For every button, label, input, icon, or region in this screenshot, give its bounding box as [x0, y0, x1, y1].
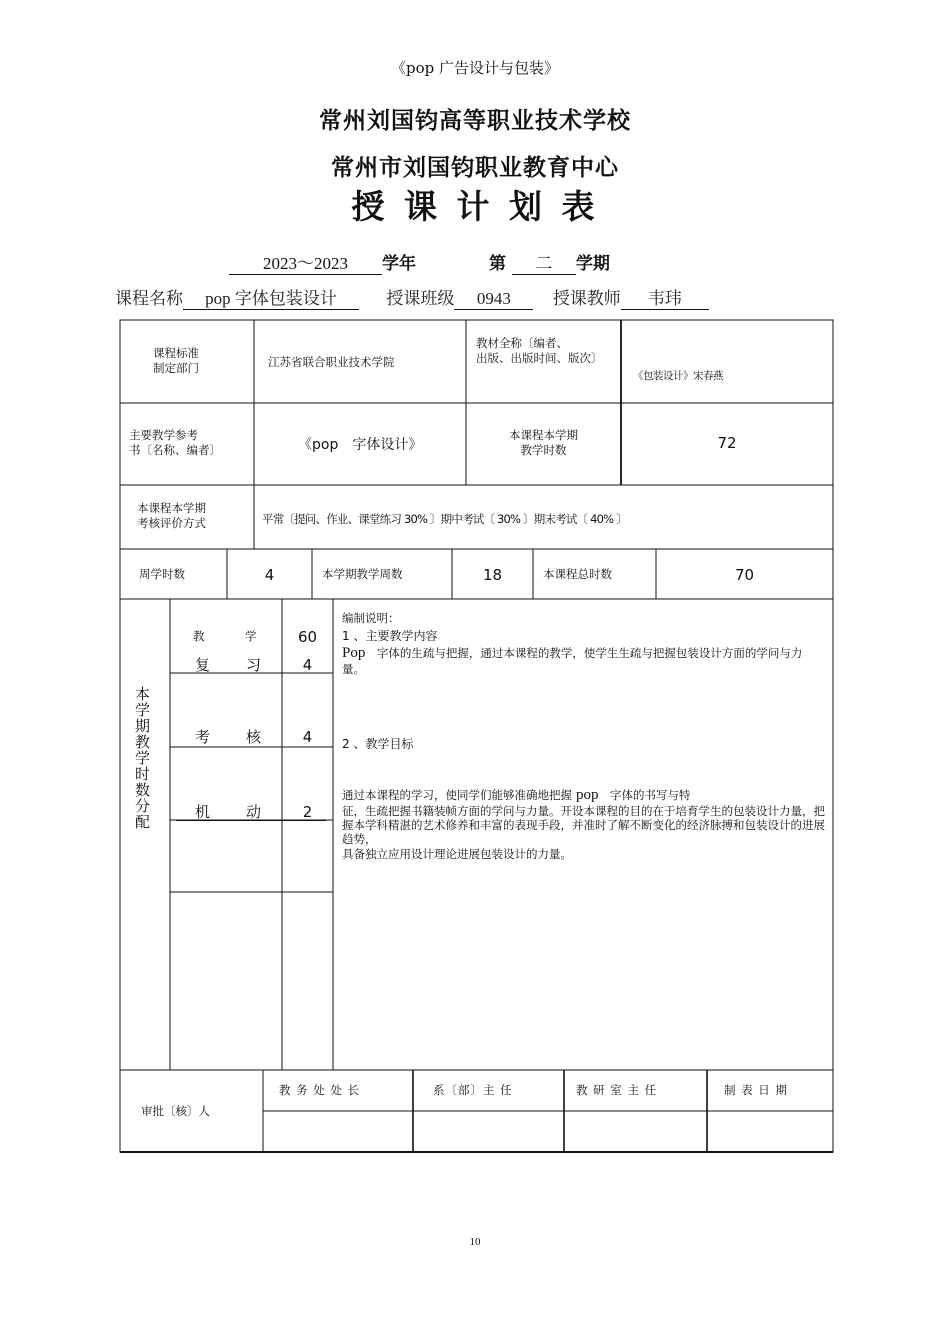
term-number: 二 — [512, 249, 576, 275]
refbook-label — [129, 428, 221, 458]
approve-col-office: 教 研 室 主 任 — [576, 1083, 658, 1097]
page-number: 10 — [469, 1236, 481, 1248]
weekly-value: 4 — [264, 566, 275, 584]
term-year-label: 学年 — [382, 254, 416, 274]
assess-label-line1: 本课程本学期 — [137, 501, 206, 515]
textbook-label-line1: 教材全称〔编者、 — [476, 336, 568, 350]
term-years: 2023～2023 — [229, 249, 382, 275]
dist-row-exam-b: 核 — [246, 728, 262, 746]
class-label: 授课班级 — [386, 289, 455, 309]
assess-label — [137, 501, 206, 531]
term-hours-label — [466, 428, 621, 458]
course-name-label: 课程名称 — [115, 289, 183, 309]
weeks-label: 本学期教学周数 — [322, 567, 403, 581]
notes-title: 编制说明： — [342, 611, 400, 625]
notes-goal-line1b: 字体的书写与特 — [598, 788, 691, 802]
teacher-label: 授课教师 — [552, 289, 621, 309]
notes-goal-line1a: 通过本课程的学习，使同学们能够准确地把握 — [342, 788, 572, 802]
notes-goal-line2: 征，生疏把握书籍装帧方面的学问与力量。开设本课程的目的在于培育学生的包装设计力量，把 — [342, 804, 825, 818]
notes-content-line1 — [342, 646, 802, 661]
refbook-label-line2: 书〔名称、编者〕 — [129, 443, 221, 457]
teacher-value: 韦玮 — [621, 284, 709, 310]
std-dept-label-line1: 课程标准 — [153, 346, 199, 360]
textbook-label — [476, 336, 603, 366]
book-title: 《pop 广告设计与包装》 — [390, 59, 559, 77]
dist-row-exam-a: 考 — [195, 728, 211, 746]
notes-goal-word: pop — [576, 787, 599, 803]
dist-row-flex-a: 机 — [195, 803, 211, 821]
dist-vertical-label: 本学期教学时数分配 — [133, 686, 151, 830]
refbook-label-line1: 主要教学参考 — [129, 428, 198, 442]
notes-content-word: Pop — [342, 645, 366, 661]
std-dept-value: 江苏省联合职业技术学院 — [268, 355, 395, 369]
dist-row-review-value: 4 — [302, 656, 313, 674]
notes-content-text1: 字体的生疏与把握，通过本课程的教学，使学生生疏与把握包装设计方面的学问与力 — [365, 646, 803, 660]
school-name: 常州刘国钧高等职业技术学校 — [319, 108, 631, 134]
class-value: 0943 — [454, 289, 533, 310]
term-suffix: 学期 — [575, 254, 610, 274]
dist-row-flex-b: 动 — [246, 803, 262, 821]
notes-goal-line1 — [342, 788, 691, 803]
dist-row-flex-value: 2 — [302, 803, 313, 821]
course-name-value: pop 字体包装设计 — [183, 284, 359, 310]
form-title: 授 课 计 划 表 — [351, 187, 599, 226]
dist-row-teach-value: 60 — [297, 628, 318, 646]
notes-goal-heading: 2 、教学目标 — [342, 737, 414, 751]
notes-content-heading: 1 、主要教学内容 — [342, 629, 438, 643]
dist-row-teach-a: 教 — [193, 629, 205, 643]
assess-value: 平常〔提问、作业、课堂练习 30% 〕期中考试〔 30% 〕期末考试〔 40% 〕 — [262, 512, 627, 526]
std-dept-label — [153, 346, 199, 376]
approve-col-date: 制 表 日 期 — [724, 1083, 788, 1097]
approve-col-department: 系〔部〕主 任 — [433, 1083, 513, 1097]
dist-row-review-b: 习 — [246, 656, 262, 674]
total-value: 70 — [734, 566, 755, 584]
assess-label-line2: 考核评价方式 — [137, 516, 206, 530]
std-dept-label-line2: 制定部门 — [153, 361, 199, 375]
term-hours-label-line2: 教学时数 — [520, 443, 567, 457]
approve-col-academic: 教 务 处 处 长 — [279, 1083, 361, 1097]
total-label: 本课程总时数 — [543, 567, 612, 581]
dist-row-flex-underline — [176, 820, 326, 821]
notes-content-line2: 量。 — [342, 662, 365, 676]
term-hours-label-line1: 本课程本学期 — [509, 428, 578, 442]
notes-goal-line3: 握本学科精湛的艺术修养和丰富的表现手段，并准时了解不断变化的经济脉搏和包装设计的进展 — [342, 818, 825, 832]
notes-goal-line5: 具备独立应用设计理论进展包装设计的力量。 — [342, 847, 572, 861]
textbook-label-line2: 出版、出版时间、版次〕 — [476, 351, 603, 365]
weeks-value: 18 — [482, 566, 503, 584]
dist-row-exam-value: 4 — [302, 728, 313, 746]
approve-label: 审批〔核〕人 — [141, 1104, 210, 1118]
term-hours-value: 72 — [717, 434, 737, 452]
refbook-value: 《pop 字体设计》 — [298, 437, 423, 453]
weekly-label: 周学时数 — [139, 567, 185, 581]
dist-row-teach-b: 学 — [245, 629, 257, 643]
notes-goal-line4: 趋势， — [342, 832, 377, 846]
textbook-value: 《包装设计》宋春燕 — [633, 370, 723, 382]
center-name: 常州市刘国钧职业教育中心 — [331, 155, 619, 181]
dist-row-review-a: 复 — [195, 656, 211, 674]
term-prefix: 第 — [489, 254, 506, 274]
